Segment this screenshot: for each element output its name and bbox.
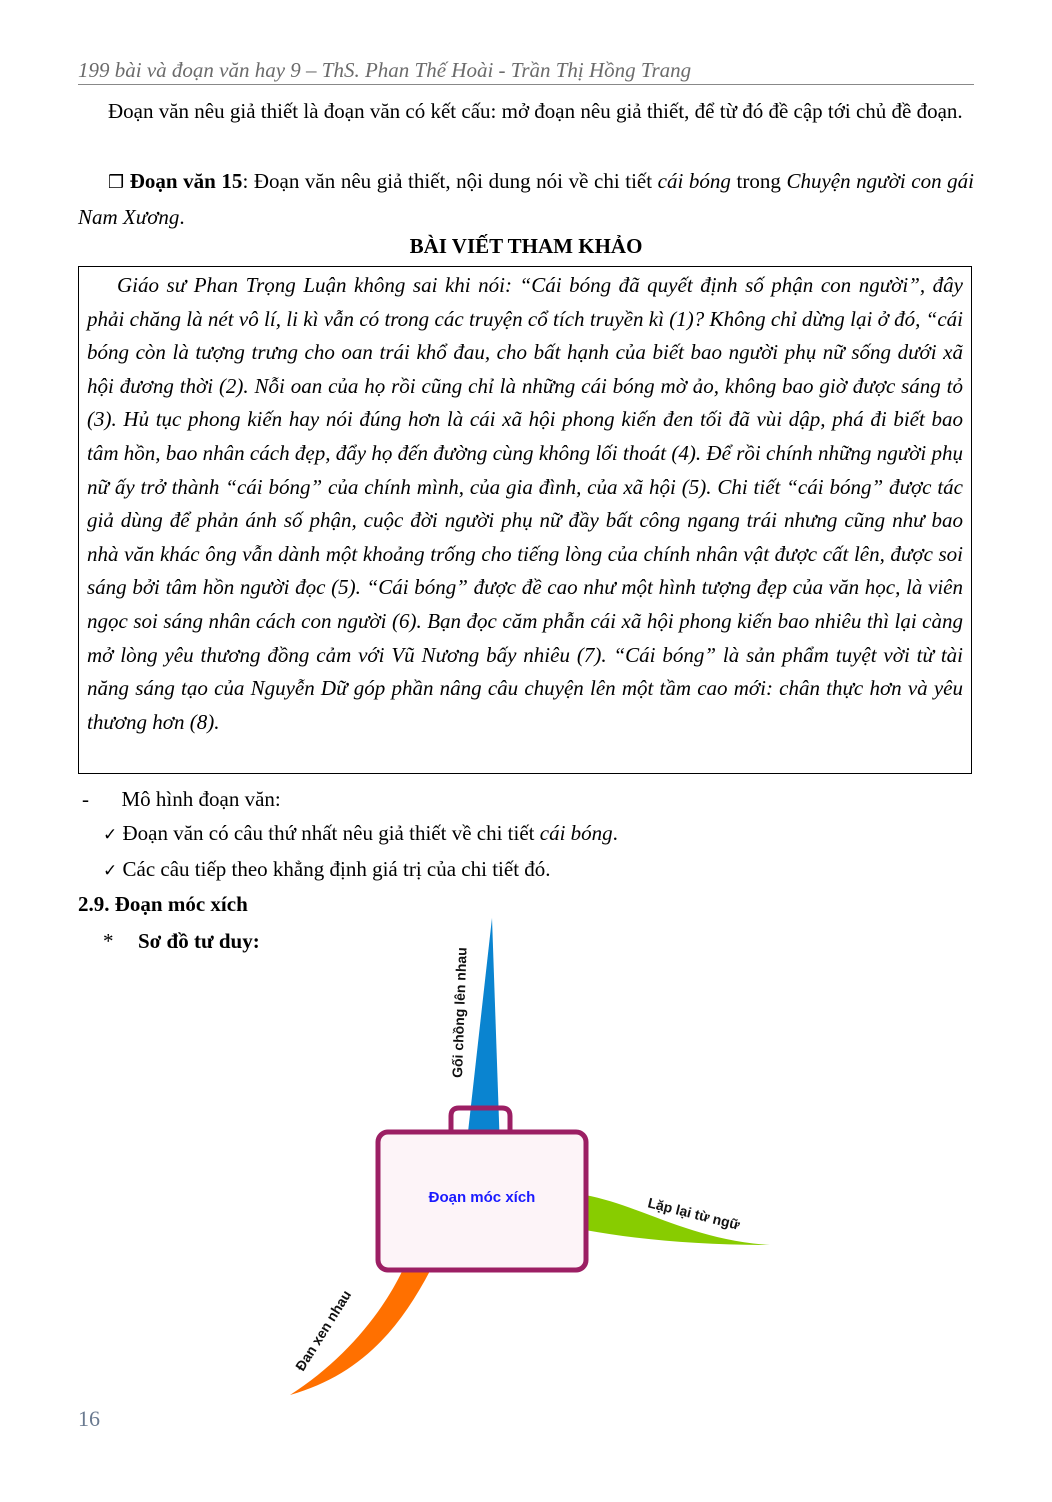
exercise-italic-detail: cái bóng	[657, 169, 731, 193]
branch-interweave	[290, 1265, 433, 1395]
center-node-label: Đoạn móc xích	[428, 1189, 536, 1206]
reference-title: BÀI VIẾT THAM KHẢO	[409, 234, 643, 258]
check-icon: ✓	[103, 825, 118, 845]
exercise-label: Đoạn văn 15	[129, 169, 243, 193]
reference-text: Giáo sư Phan Trọng Luận không sai khi nói: “Cái bóng đã quyết định số phận con người”, đây phải chăng là nét vô lí, li kì vẫn có trong các truyện cổ tích truyền kì (1)? Không chỉ dừng lại ở đó, “cái bóng còn là tượng trưng cho oan trái khổ đau, cho bất hạnh của biết bao người phụ nữ sống dưới xã hội đương thời (2). Nỗi oan của họ rồi cũng chỉ là những cái bóng mờ ảo, không bao giờ được sáng tỏ (3). Hủ tục phong kiến hay nói đúng hơn là cái xã hội phong kiến đen tối đã vùi dập, phá đi biết bao tâm hồn, bao nhân cách đẹp, đẩy họ đến đường cùng không lối thoát (4). Để rồi chính những người phụ nữ ấy trở thành “cái bóng” của chính mình, của gia đình, của xã hội (5). Chi tiết “cái bóng” được tác giả dùng để phản ánh số phận, cuộc đời người phụ nữ đầy bất công ngang trái nhưng cũng như bao nhà văn khác ông vẫn dành một khoảng trống cho tiếng lòng của chính nhân vật được cất lên, được soi sáng bởi tâm hồn người đọc (5). “Cái bóng” được đề cao như một hình tượng đẹp của văn học, là viên ngọc soi sáng nhân cách con người (6). Bạn đọc căm phẫn cái xã hội phong kiến bao nhiêu thì lại càng mở lòng yêu thương đồng cảm với Vũ Nương bấy nhiêu (7). “Cái bóng” là sản phẩm tuyệt vời từ tài năng sáng tạo của Nguyễn Dữ góp phần nâng câu chuyện lên một tầm cao mới: chân thực hơn và yêu thương hơn (8).	[87, 273, 963, 734]
mindmap-subheading-text: Sơ đồ tư duy:	[138, 929, 260, 953]
model-item-1-italic: cái bóng	[539, 821, 613, 845]
star-bullet: *	[103, 929, 114, 953]
section-heading: 2.9. Đoạn móc xích	[78, 892, 248, 916]
model-label: Mô hình đoạn văn:	[121, 787, 281, 811]
checkbox-icon: ❒	[108, 172, 125, 193]
branch-overlap	[466, 918, 500, 1150]
exercise-text-end: .	[179, 205, 185, 229]
model-item-1-text: Đoạn văn có câu thứ nhất nêu giả thiết về chi tiết	[122, 821, 540, 845]
branch-repeat-label: Lặp lại từ ngữ	[646, 1194, 742, 1233]
check-icon: ✓	[103, 861, 118, 881]
page-number: 16	[78, 1406, 100, 1431]
model-item-2-text: Các câu tiếp theo khẳng định giá trị của chi tiết đó.	[122, 857, 551, 881]
branch-overlap-label: Gối chồng lên nhau	[449, 946, 470, 1079]
dash-bullet: -	[82, 787, 89, 811]
exercise-italic-title: Chuyện người con gái Nam Xương	[78, 169, 975, 229]
exercise-text-mid: trong	[730, 169, 787, 193]
model-item-1-end: .	[612, 821, 618, 845]
branch-interweave-label: Đan xen nhau	[291, 1287, 355, 1374]
intro-text: Đoạn văn nêu giả thiết là đoạn văn có kết cấu: mở đoạn nêu giả thiết, để từ đó đề cập tới chủ đề đoạn.	[108, 99, 963, 123]
running-title: 199 bài và đoạn văn hay 9 – ThS. Phan Thế Hoài - Trần Thị Hồng Trang	[78, 58, 692, 82]
exercise-text: : Đoạn văn nêu giả thiết, nội dung nói về chi tiết	[242, 169, 658, 193]
